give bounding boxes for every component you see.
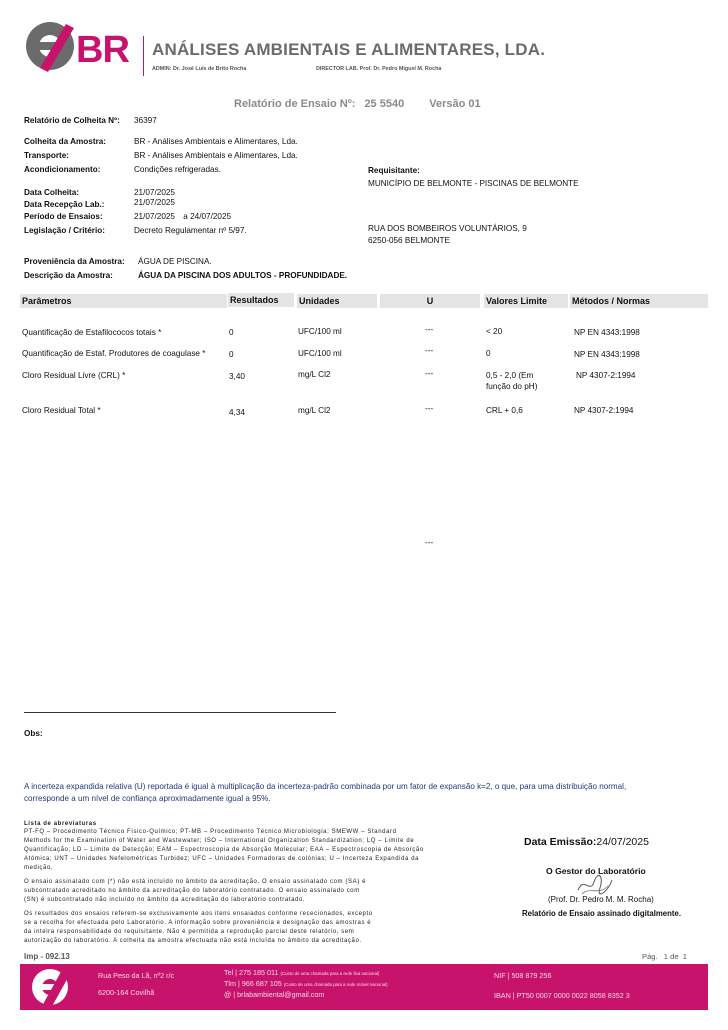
periodo-to: 24/07/2025 [190, 212, 232, 221]
colheita-value: 36397 [134, 116, 157, 125]
data-rececao-label: Data Recepção Lab.: [24, 200, 105, 209]
footer-email[interactable]: @ | brlabambiental@gmail.com [224, 990, 325, 999]
cell-method: NP 4307-2:1994 [574, 406, 634, 415]
admin-line: ADMIN: Dr. José Luís de Brito Rocha [152, 66, 247, 72]
colheita-label: Relatório de Colheita Nº: [24, 116, 120, 125]
legislacao-label: Legislação / Critério: [24, 226, 105, 235]
cell-param: Quantificação de Estaf. Produtores de coagulase * [22, 349, 206, 358]
cell-result: 0 [229, 328, 234, 337]
data-rececao-value: 21/07/2025 [134, 198, 175, 207]
data-colheita-label: Data Colheita: [24, 188, 80, 197]
abreviaturas-line: medição. [24, 865, 54, 871]
cell-method: NP EN 4343:1998 [574, 350, 640, 359]
incerteza-line-2: corresponde a um nível de confiança aproximadamente igual a 95%. [24, 794, 271, 803]
ensaio-line: (SN) é subcontratado não incluído no âmbito da acreditação do laboratório contratado. [24, 897, 306, 903]
requisitante-address1: RUA DOS BOMBEIROS VOLUNTÁRIOS, 9 [368, 224, 527, 233]
requisitante-address2: 6250-056 BELMONTE [368, 236, 450, 245]
company-name: ANÁLISES AMBIENTAIS E ALIMENTARES, LDA. [152, 40, 546, 59]
resultados-line: Os resultados dos ensaios referem-se exclusivamente aos itens ensaiados conforme rececionados, excepto [24, 911, 373, 917]
abreviaturas-line: Atómica; UNT – Unidades Nefelométricas Turbidez; UFC – Unidades Formadoras de colónias; U – Incerteza Expandida da [24, 856, 420, 862]
header-resultados: Resultados [228, 293, 294, 307]
logo-text: BR [76, 29, 129, 71]
proveniencia-label: Proveniência da Amostra: [24, 257, 125, 266]
header-metodos: Métodos / Normas [570, 294, 708, 308]
abreviaturas-line: Quantificação; LD – Limite de Detecção; EAM – Espectroscopia de Absorção Molecular; EAA – Espectroscopia de Absorção [24, 847, 424, 853]
transporte-label: Transporte: [24, 151, 70, 160]
cell-limit-2: função do pH) [486, 382, 538, 391]
footer-tlm-note: (Custo de uma chamada para a rede móvel nacional) [283, 982, 388, 987]
obs-label: Obs: [24, 729, 43, 738]
cell-unit: UFC/100 ml [298, 349, 342, 358]
cell-unit: UFC/100 ml [298, 327, 342, 336]
cell-u: --- [425, 404, 434, 413]
descricao-label: Descrição da Amostra: [24, 271, 113, 280]
periodo-from: 21/07/2025 [134, 212, 175, 221]
page-label: Pág. [642, 952, 658, 961]
footer-address-1: Rua Peso da Lã, nº2 r/c [98, 971, 175, 980]
cell-unit: mg/L Cl2 [298, 406, 331, 415]
imp-code: Imp - 092.13 [24, 952, 70, 961]
footer-iban: IBAN | PT50 0007 0000 0022 8058 8352 3 [494, 991, 630, 1000]
footer-address-2: 6200-164 Covilhã [98, 988, 155, 997]
footer-tlm [224, 979, 388, 988]
page-number [642, 952, 687, 961]
resultados-line: da inteira responsabilidade do requisitante. Não é permitida a reprodução parcial deste relatório, sem [24, 929, 355, 935]
report-title [234, 98, 481, 110]
report-number: 25 5540 [364, 98, 405, 110]
report-label: Relatório de Ensaio Nº: [234, 98, 356, 110]
brand-divider [143, 36, 144, 76]
abreviaturas-line: Methods for the Examination of Water and Wastewater; ISO – International Organization Standardization; LQ – Limite de [24, 838, 415, 844]
page-current: 1 [663, 952, 668, 961]
acondicionamento-value: Condições refrigeradas. [134, 165, 221, 174]
footer-tlm-number: Tlm | 966 687 105 [224, 979, 282, 988]
report-version: Versão 01 [429, 98, 481, 110]
footer-tel-number: Tel | 275 185 011 [224, 968, 279, 977]
cell-method: NP EN 4343:1998 [574, 328, 640, 337]
cell-result: 0 [229, 350, 234, 359]
ensaio-line: O ensaio assinalado com (*) não está incluído no âmbito da acreditação. O ensaio assinalado com (SA) é [24, 879, 367, 885]
obs-rule [24, 712, 336, 713]
cell-method: NP 4307-2:1994 [576, 371, 636, 380]
header-parametros: Parâmetros [20, 294, 227, 308]
descricao-value: ÁGUA DA PISCINA DOS ADULTOS - PROFUNDIDADE. [138, 271, 348, 280]
cell-limit: 0 [486, 349, 491, 358]
periodo-label: Período de Ensaios: [24, 212, 103, 221]
proveniencia-value: ÁGUA DE PISCINA. [138, 257, 212, 266]
page-total: 1 [682, 952, 687, 961]
resultados-line: se a recolha for efectuada pelo Laboratório. A informação sobre proveniência e designação das amostras é [24, 920, 372, 926]
cell-limit: CRL + 0,6 [486, 406, 523, 415]
cell-param: Cloro Residual Total * [22, 406, 101, 415]
signer-name: (Prof. Dr. Pedro M. M. Rocha) [548, 895, 654, 904]
header-unidades: Unidades [297, 294, 377, 308]
cell-param: Quantificação de Estafilococos totais * [22, 328, 162, 337]
acondicionamento-label: Acondicionamento: [24, 165, 101, 174]
transporte-value: BR - Análises Ambientais e Alimentares, Lda. [134, 151, 298, 160]
data-emissao-label: Data Emissão: [524, 836, 597, 848]
cell-unit: mg/L Cl2 [298, 370, 331, 379]
footer-tel-note: (Custo de uma chamada para a rede fixa nacional) [280, 971, 380, 976]
footer-band [20, 964, 708, 1010]
colheita-amostra-label: Colheita da Amostra: [24, 137, 107, 146]
cell-u: --- [425, 346, 434, 355]
footer-logo-icon [26, 964, 86, 1010]
incerteza-line-1: A incerteza expandida relativa (U) reportada é igual à multiplicação da incerteza-padrão combinada por um fator de expansão k=2, o que, para uma distribuição normal, [24, 782, 627, 791]
requisitante-label: Requisitante: [368, 166, 420, 175]
data-colheita-value: 21/07/2025 [134, 188, 175, 197]
director-line: DIRECTOR LAB. Prof. Dr. Pedro Miguel M. Rocha [316, 66, 442, 72]
header-u: U [380, 294, 480, 308]
cell-param: Cloro Residual Livre (CRL) * [22, 371, 126, 380]
abreviaturas-title: Lista de abreviaturas [24, 821, 97, 827]
cell-u: --- [425, 325, 434, 334]
resultados-line: autorização do laboratório. A colheita da amostra efectuada não está incluída no âmbito da acreditação. [24, 938, 362, 944]
requisitante-name: MUNICÍPIO DE BELMONTE - PISCINAS DE BELMONTE [368, 179, 579, 188]
cell-limit: < 20 [486, 327, 503, 336]
cell-result: 4,34 [229, 408, 245, 417]
abreviaturas-line: PT-FQ – Procedimento Técnico Físico-Químico; PT-MB – Procedimento Técnico Microbiologia; SMEWW – Standard [24, 829, 397, 835]
periodo-sep: a [183, 212, 188, 221]
page-de: de [670, 952, 679, 961]
header-valores-limite: Valores Limite [484, 294, 568, 308]
cell-limit: 0,5 - 2,0 (Em [486, 371, 534, 380]
assinado-note: Relatório de Ensaio assinado digitalmente. [522, 909, 682, 918]
data-emissao [524, 836, 649, 848]
footer-tel [224, 968, 379, 977]
legislacao-value: Decreto Regulamentar nº 5/97. [134, 226, 247, 235]
colheita-amostra-value: BR - Análises Ambientais e Alimentares, Lda. [134, 137, 298, 146]
cell-u: --- [425, 369, 434, 378]
gestor-label: O Gestor do Laboratório [546, 866, 646, 876]
cell-result: 3,40 [229, 372, 245, 381]
table-end-mark: --- [425, 538, 434, 547]
footer-nif: NIF | 508 879 256 [494, 971, 552, 980]
data-emissao-value: 24/07/2025 [596, 836, 649, 848]
periodo-value [134, 212, 231, 221]
ensaio-line: subcontratado acreditado no âmbito da acreditação do laboratório contratado. O ensaio assinalado com [24, 888, 360, 894]
